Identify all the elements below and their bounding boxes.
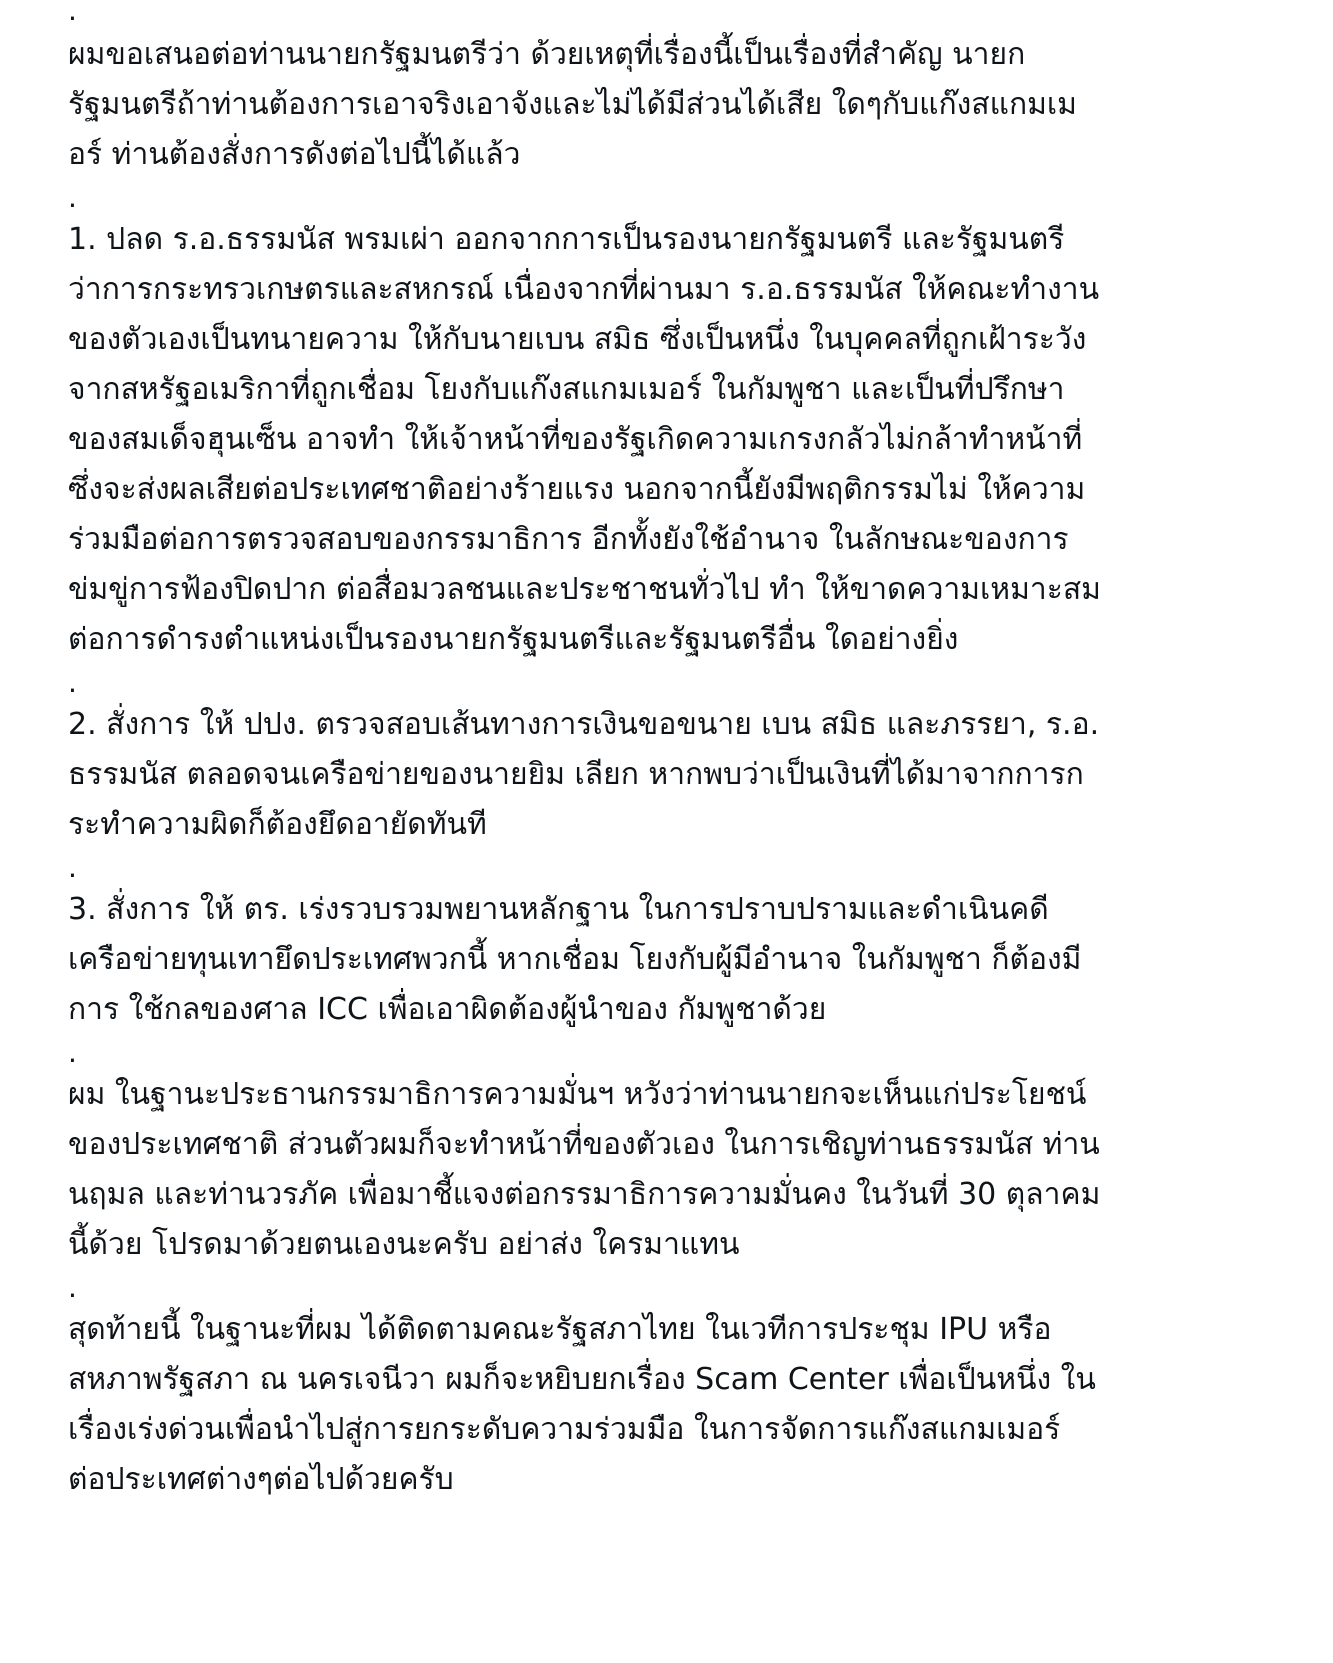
text-line: ข่มขู่การฟ้องปิดปาก ต่อสื่อมวลชนและประชาชนทั่วไป ทำ ให้ขาดความเหมาะสม <box>68 572 1101 607</box>
text-line: ของตัวเองเป็นทนายความ ให้กับนายเบน สมิธ ซึ่งเป็นหนึ่ง ในบุคคลที่ถูกเฝ้าระวัง <box>68 322 1087 357</box>
text-line: 2. สั่งการ ให้ ปปง. ตรวจสอบเส้นทางการเงินขอขนาย เบน สมิธ และภรรยา, ร.อ. <box>68 707 1100 742</box>
text-line: อร์ ท่านต้องสั่งการดังต่อไปนี้ได้แล้ว <box>68 137 521 172</box>
text-line: ผม ในฐานะประธานกรรมาธิการความมั่นฯ หวังว่าท่านนายกจะเห็นแก่ประโยชน์ <box>68 1077 1087 1112</box>
text-line: ของสมเด็จฮุนเซ็น อาจทำ ให้เจ้าหน้าที่ของรัฐเกิดความเกรงกลัวไม่กล้าทำหน้าที่ <box>68 422 1083 457</box>
separator-dot: . <box>68 666 77 699</box>
text-line: ธรรมนัส ตลอดจนเครือข่ายของนายยิม เลียก หากพบว่าเป็นเงินที่ได้มาจากการก <box>68 757 1084 792</box>
text-line: ของประเทศชาติ ส่วนตัวผมก็จะทำหน้าที่ของตัวเอง ในการเชิญท่านธรรมนัส ท่าน <box>68 1127 1100 1162</box>
paragraph-item-1 <box>68 215 1333 665</box>
separator-dot: . <box>68 181 77 214</box>
separator-dot: . <box>68 851 77 884</box>
text-line: ต่อการดำรงตำแหน่งเป็นรองนายกรัฐมนตรีและรัฐมนตรีอื่น ใดอย่างยิ่ง <box>68 622 959 657</box>
separator-dot: . <box>68 1036 77 1069</box>
paragraph-item-3 <box>68 885 1333 1035</box>
text-line: จากสหรัฐอเมริกาที่ถูกเชื่อม โยงกับแก๊งสแกมเมอร์ ในกัมพูชา และเป็นที่ปรึกษา <box>68 372 1065 407</box>
separator-dot: . <box>68 0 77 27</box>
text-line: ว่าการกระทรวเกษตรและสหกรณ์ เนื่องจากที่ผ่านมา ร.อ.ธรรมนัส ให้คณะทำงาน <box>68 272 1100 307</box>
text-line: ซึ่งจะส่งผลเสียต่อประเทศชาติอย่างร้ายแรง นอกจากนี้ยังมีพฤติกรรมไม่ ให้ความ <box>68 472 1086 507</box>
text-line: นี้ด้วย โปรดมาด้วยตนเองนะครับ อย่าส่ง ใครมาแทน <box>68 1227 740 1262</box>
paragraph-intro <box>68 30 1333 180</box>
text-line: 3. สั่งการ ให้ ตร. เร่งรวบรวมพยานหลักฐาน ในการปราบปรามและดำเนินคดี <box>68 892 1049 927</box>
text-line: สุดท้ายนี้ ในฐานะที่ผม ได้ติดตามคณะรัฐสภาไทย ในเวทีการประชุม IPU หรือ <box>68 1312 1052 1347</box>
text-line: เครือข่ายทุนเทายึดประเทศพวกนี้ หากเชื่อม โยงกับผู้มีอำนาจ ในกัมพูชา ก็ต้องมี <box>68 942 1082 977</box>
text-line: เรื่องเร่งด่วนเพื่อนำไปสู่การยกระดับความร่วมมือ ในการจัดการแก๊งสแกมเมอร์ <box>68 1412 1061 1447</box>
paragraph-item-2 <box>68 700 1333 850</box>
text-line: ผมขอเสนอต่อท่านนายกรัฐมนตรีว่า ด้วยเหตุที่เรื่องนี้เป็นเรื่องที่สำคัญ นายก <box>68 37 1026 72</box>
text-line: ต่อประเทศต่างๆต่อไปด้วยครับ <box>68 1462 454 1497</box>
text-line: 1. ปลด ร.อ.ธรรมนัส พรมเผ่า ออกจากการเป็นรองนายกรัฐมนตรี และรัฐมนตรี <box>68 222 1065 257</box>
text-line: ร่วมมือต่อการตรวจสอบของกรรมาธิการ อีกทั้งยังใช้อำนาจ ในลักษณะของการ <box>68 522 1069 557</box>
text-line: สหภาพรัฐสภา ณ นครเจนีวา ผมก็จะหยิบยกเรื่อง Scam Center เพื่อเป็นหนึ่ง ใน <box>68 1362 1096 1397</box>
text-line: นฤมล และท่านวรภัค เพื่อมาชี้แจงต่อกรรมาธิการความมั่นคง ในวันที่ 30 ตุลาคม <box>68 1177 1101 1212</box>
paragraph-closing <box>68 1305 1333 1505</box>
text-line: ระทำความผิดก็ต้องยึดอายัดทันที <box>68 807 487 842</box>
separator-dot: . <box>68 1271 77 1304</box>
paragraph-committee <box>68 1070 1333 1270</box>
text-line: รัฐมนตรีถ้าท่านต้องการเอาจริงเอาจังและไม่ได้มีส่วนได้เสีย ใดๆกับแก๊งสแกมเม <box>68 87 1077 122</box>
text-line: การ ใช้กลของศาล ICC เพื่อเอาผิดต้องผู้นำของ กัมพูชาด้วย <box>68 992 827 1027</box>
